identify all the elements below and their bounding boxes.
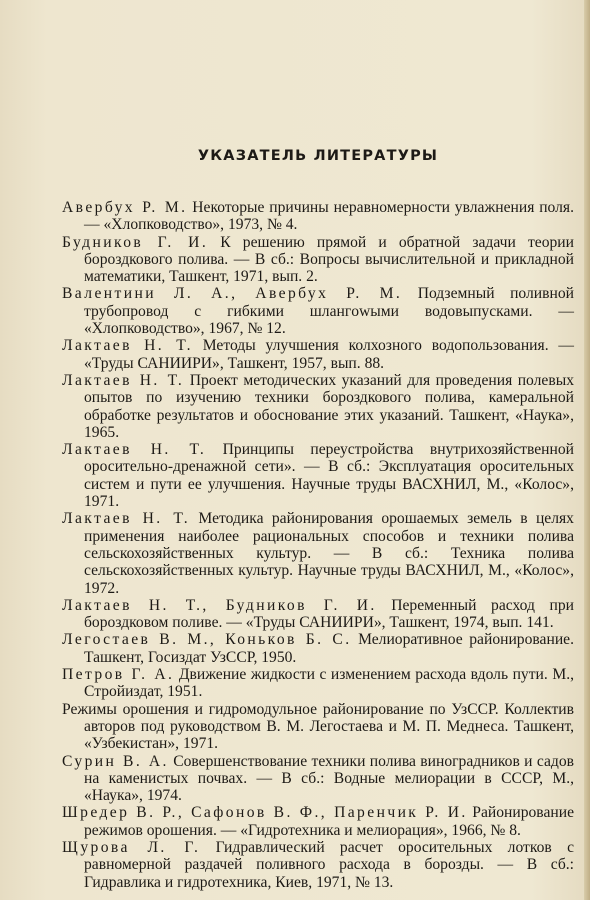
reference-text: Подземный поливной трубопровод с гибкими шлангowыми водовыпусками. — «Хлопководство», 1967, № 12. (84, 285, 574, 338)
reference-item (62, 337, 574, 372)
reference-item (62, 804, 574, 839)
reference-text: Принципы переустройства внутрихозяйственной оросительно-дренажной сети». — В сб.: Эксплуатация оросительных систем и пути ее улучшения. Научные труды ВАСХНИЛ, М., «Колос», 1971. (84, 441, 574, 511)
reference-item (62, 753, 574, 805)
reference-author: Лактаев Н. Т. (62, 371, 185, 389)
reference-item (62, 234, 574, 286)
reference-item (62, 199, 574, 234)
reference-text: Районирование режимов орошения. — «Гидротехника и мелиорация», 1966, № 8. (84, 804, 575, 839)
reference-text: Некоторые причины неравномерности увлажнения поля. — «Хлопководство», 1973, № 4. (84, 199, 574, 234)
reference-item (62, 510, 574, 596)
reference-item (62, 597, 574, 632)
reference-author: Будников Г. И. (62, 233, 209, 251)
reference-author: Щурова Л. Г. (62, 838, 201, 856)
reference-author: Шредер В. Р., Сафонов В. Ф., Паренчик Р. И. (62, 804, 468, 822)
reference-text: Режимы орошения и гидромодульное районирование по УзССР. Коллектив авторов под руководством В. М. Легостаева и М. П. Меднеса. Ташкент, «Узбекистан», 1971. (62, 700, 574, 753)
page-heading: УКАЗАТЕЛЬ ЛИТЕРАТУРЫ (197, 148, 439, 164)
reference-text: Методика районирования орошаемых земель в целях применения наиболее рациональных способов и техники полива сельскохозяйственных культур. — В сб.: Техника полива сельскохозяйственных культур. Научные труды ВАСХНИЛ, М., «Колос», 1972. (84, 510, 574, 597)
reference-author: Легостаев В. М., Коньков Б. С. (62, 631, 352, 649)
reference-text: Методы улучшения колхозного водопользования. — «Труды САНИИРИ», Ташкент, 1957, вып. 88. (84, 337, 574, 372)
reference-author: Лактаев Н. Т. (62, 441, 207, 459)
reference-item (62, 372, 574, 441)
reference-item (62, 666, 574, 701)
reference-item (62, 701, 574, 753)
reference-item (62, 441, 574, 510)
reference-author: Лактаев Н. Т. (62, 510, 191, 528)
reference-item (62, 285, 574, 337)
reference-list (62, 199, 574, 891)
reference-author: Сурин В. А. (62, 752, 169, 770)
reference-item (62, 631, 574, 666)
reference-text: Проект методических указаний для проведения полевых опытов по изучению техники бороздкового полива, камеральной обработке результатов и обоснование этих указаний. Ташкент, «Наука», 1965. (84, 371, 574, 441)
reference-author: Лактаев Н. Т. (62, 337, 193, 355)
reference-text: Совершенствование техники полива виноградников и садов на каменистых почвах. — В сб.: Водные мелиорации в СССР, М., «Наука», 1974. (84, 752, 574, 805)
reference-text: Движение жидкости с изменением расхода вдоль пути. М., Стройиздат, 1951. (84, 666, 574, 701)
reference-author: Валентини Л. А., Авербух Р. М. (62, 285, 403, 303)
reference-text: Переменный расход при бороздковом поливе. — «Труды САНИИРИ», Ташкент, 1974, вып. 141. (84, 596, 574, 632)
reference-text: Гидравлический расчет оросительных лотков с равномерной раздачей поливного расхода в борозды. — В сб.: Гидравлика и гидротехника, Киев, 1971, № 13. (84, 838, 574, 891)
reference-author: Авербух Р. М. (62, 199, 188, 216)
page-edge-shadow (584, 0, 590, 900)
reference-text: К решению прямой и обратной задачи теории бороздкового полива. — В сб.: Вопросы вычислительной и прикладной математики, Ташкент, 1971, вып. 2. (84, 233, 574, 286)
reference-text: Мелиоративное районирование. Ташкент, Госиздат УзССР, 1950. (84, 631, 574, 666)
reference-author: Лактаев Н. Т., Будников Г. И. (62, 596, 377, 614)
reference-author: Петров Г. А. (62, 666, 175, 684)
reference-item (62, 839, 574, 891)
